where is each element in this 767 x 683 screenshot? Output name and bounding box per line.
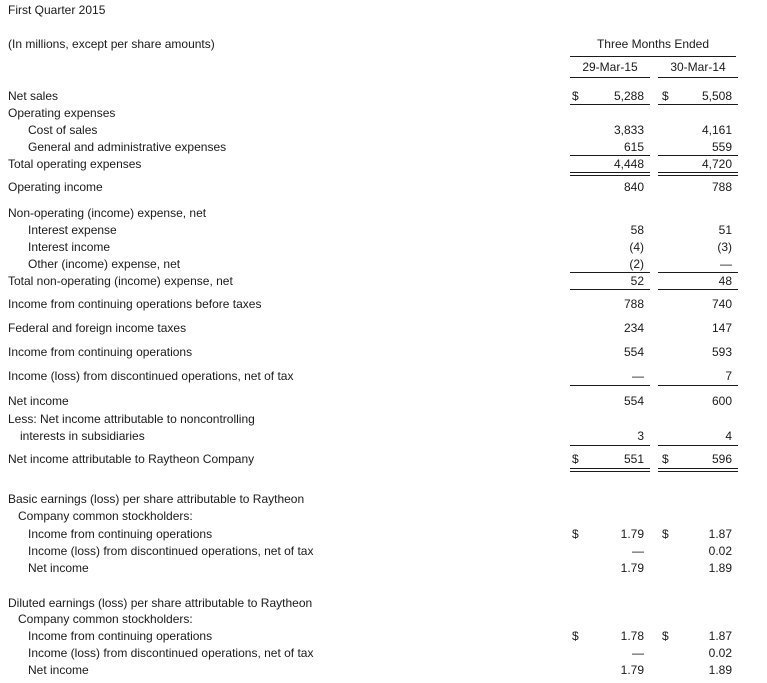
row-label: Interest income (28, 240, 111, 254)
value-2015: 52 (630, 274, 644, 288)
value-2014: 4,720 (701, 157, 732, 171)
row-label: Non-operating (income) expense, net (8, 206, 207, 220)
row-label: Diluted earnings (loss) per share attributable to Raytheon (8, 596, 313, 610)
row-label: General and administrative expenses (28, 140, 227, 154)
rule-line (570, 468, 650, 469)
rule-line (570, 272, 650, 273)
rule-line (658, 175, 738, 176)
currency-symbol-2014: $ (662, 452, 669, 466)
currency-symbol-2015: $ (572, 452, 579, 466)
value-2015: (2) (629, 257, 644, 271)
row-label: Income (loss) from discontinued operations, net of tax (28, 646, 314, 660)
row-label: Income from continuing operations (8, 345, 193, 359)
column-header-underline-2014 (658, 77, 738, 78)
row-label: Total non-operating (income) expense, net (8, 274, 233, 288)
rule-line (658, 172, 738, 173)
value-2014: (3) (717, 240, 732, 254)
value-2014: 1.89 (708, 663, 732, 677)
row-label: Income (loss) from discontinued operations, net of tax (28, 544, 314, 558)
column-header-underline-2015 (570, 77, 650, 78)
value-2015: 1.79 (620, 527, 644, 541)
value-2014: 147 (711, 321, 732, 335)
row-label: Net sales (8, 89, 59, 103)
rule-line (658, 104, 738, 105)
value-2014: 1.87 (708, 527, 732, 541)
rule-line (658, 445, 738, 446)
row-label: Total operating expenses (8, 157, 142, 171)
value-2015: — (632, 646, 644, 660)
value-2014: 1.87 (708, 629, 732, 643)
rule-line (658, 468, 738, 469)
value-2015: 615 (623, 140, 644, 154)
value-2015: 58 (630, 223, 644, 237)
value-2015: 5,288 (613, 89, 644, 103)
row-label: Operating income (8, 180, 103, 194)
rule-line (570, 289, 650, 290)
rule-line (658, 272, 738, 273)
row-label: Company common stockholders: (18, 509, 193, 523)
value-2015: 788 (623, 297, 644, 311)
row-label: Operating expenses (8, 106, 116, 120)
rule-line (570, 172, 650, 173)
value-2014: 51 (718, 223, 732, 237)
value-2015: 3 (637, 429, 644, 443)
value-2014: 4,161 (701, 123, 732, 137)
value-2014: 600 (711, 394, 732, 408)
currency-symbol-2014: $ (662, 89, 669, 103)
value-2014: 1.89 (708, 561, 732, 575)
row-label: Income from continuing operations (28, 527, 213, 541)
value-2014: — (720, 257, 732, 271)
value-2015: 554 (623, 394, 644, 408)
value-2015: (4) (629, 240, 644, 254)
value-2014: 559 (711, 140, 732, 154)
currency-symbol-2015: $ (572, 629, 579, 643)
rule-line (658, 471, 738, 472)
value-2015: 3,833 (613, 123, 644, 137)
value-2015: 551 (623, 452, 644, 466)
row-label: Income from continuing operations (28, 629, 213, 643)
row-label: Net income (28, 561, 89, 575)
units-note: (In millions, except per share amounts) (8, 37, 215, 51)
value-2014: 4 (725, 429, 732, 443)
column-header-2014: 30-Mar-14 (670, 60, 726, 74)
rule-line (658, 155, 738, 156)
value-2014: 593 (711, 345, 732, 359)
rule-line (658, 289, 738, 290)
row-label: Income from continuing operations before taxes (8, 297, 262, 311)
value-2014: 788 (711, 180, 732, 194)
row-label: Net income attributable to Raytheon Company (8, 452, 255, 466)
row-label: Less: Net income attributable to noncontrolling (8, 412, 255, 426)
statement-title: First Quarter 2015 (8, 3, 106, 17)
value-2015: — (632, 544, 644, 558)
currency-symbol-2015: $ (572, 527, 579, 541)
row-label: Net income (8, 394, 69, 408)
period-group-underline (570, 56, 736, 57)
value-2014: 596 (711, 452, 732, 466)
row-label: Company common stockholders: (18, 612, 193, 626)
value-2015: 4,448 (613, 157, 644, 171)
value-2015: — (632, 369, 644, 383)
rule-line (658, 385, 738, 386)
value-2015: 1.79 (620, 663, 644, 677)
rule-line (570, 155, 650, 156)
row-label: Income (loss) from discontinued operations, net of tax (8, 369, 294, 383)
currency-symbol-2015: $ (572, 89, 579, 103)
value-2014: 5,508 (701, 89, 732, 103)
rule-line (570, 385, 650, 386)
rule-line (570, 471, 650, 472)
value-2014: 0.02 (708, 544, 732, 558)
row-label: Other (income) expense, net (28, 257, 181, 271)
row-label: interests in subsidiaries (20, 429, 145, 443)
value-2015: 1.79 (620, 561, 644, 575)
value-2014: 0.02 (708, 646, 732, 660)
rule-line (570, 445, 650, 446)
rule-line (570, 175, 650, 176)
value-2014: 48 (718, 274, 732, 288)
rule-line (570, 104, 650, 105)
value-2014: 740 (711, 297, 732, 311)
currency-symbol-2014: $ (662, 629, 669, 643)
column-header-2015: 29-Mar-15 (582, 60, 638, 74)
value-2015: 554 (623, 345, 644, 359)
row-label: Federal and foreign income taxes (8, 321, 187, 335)
row-label: Interest expense (28, 223, 117, 237)
period-group-header: Three Months Ended (596, 37, 710, 51)
row-label: Net income (28, 663, 89, 677)
row-label: Cost of sales (28, 123, 98, 137)
value-2015: 234 (623, 321, 644, 335)
value-2015: 1.78 (620, 629, 644, 643)
value-2015: 840 (623, 180, 644, 194)
value-2014: 7 (725, 369, 732, 383)
currency-symbol-2014: $ (662, 527, 669, 541)
row-label: Basic earnings (loss) per share attributable to Raytheon (8, 492, 305, 506)
